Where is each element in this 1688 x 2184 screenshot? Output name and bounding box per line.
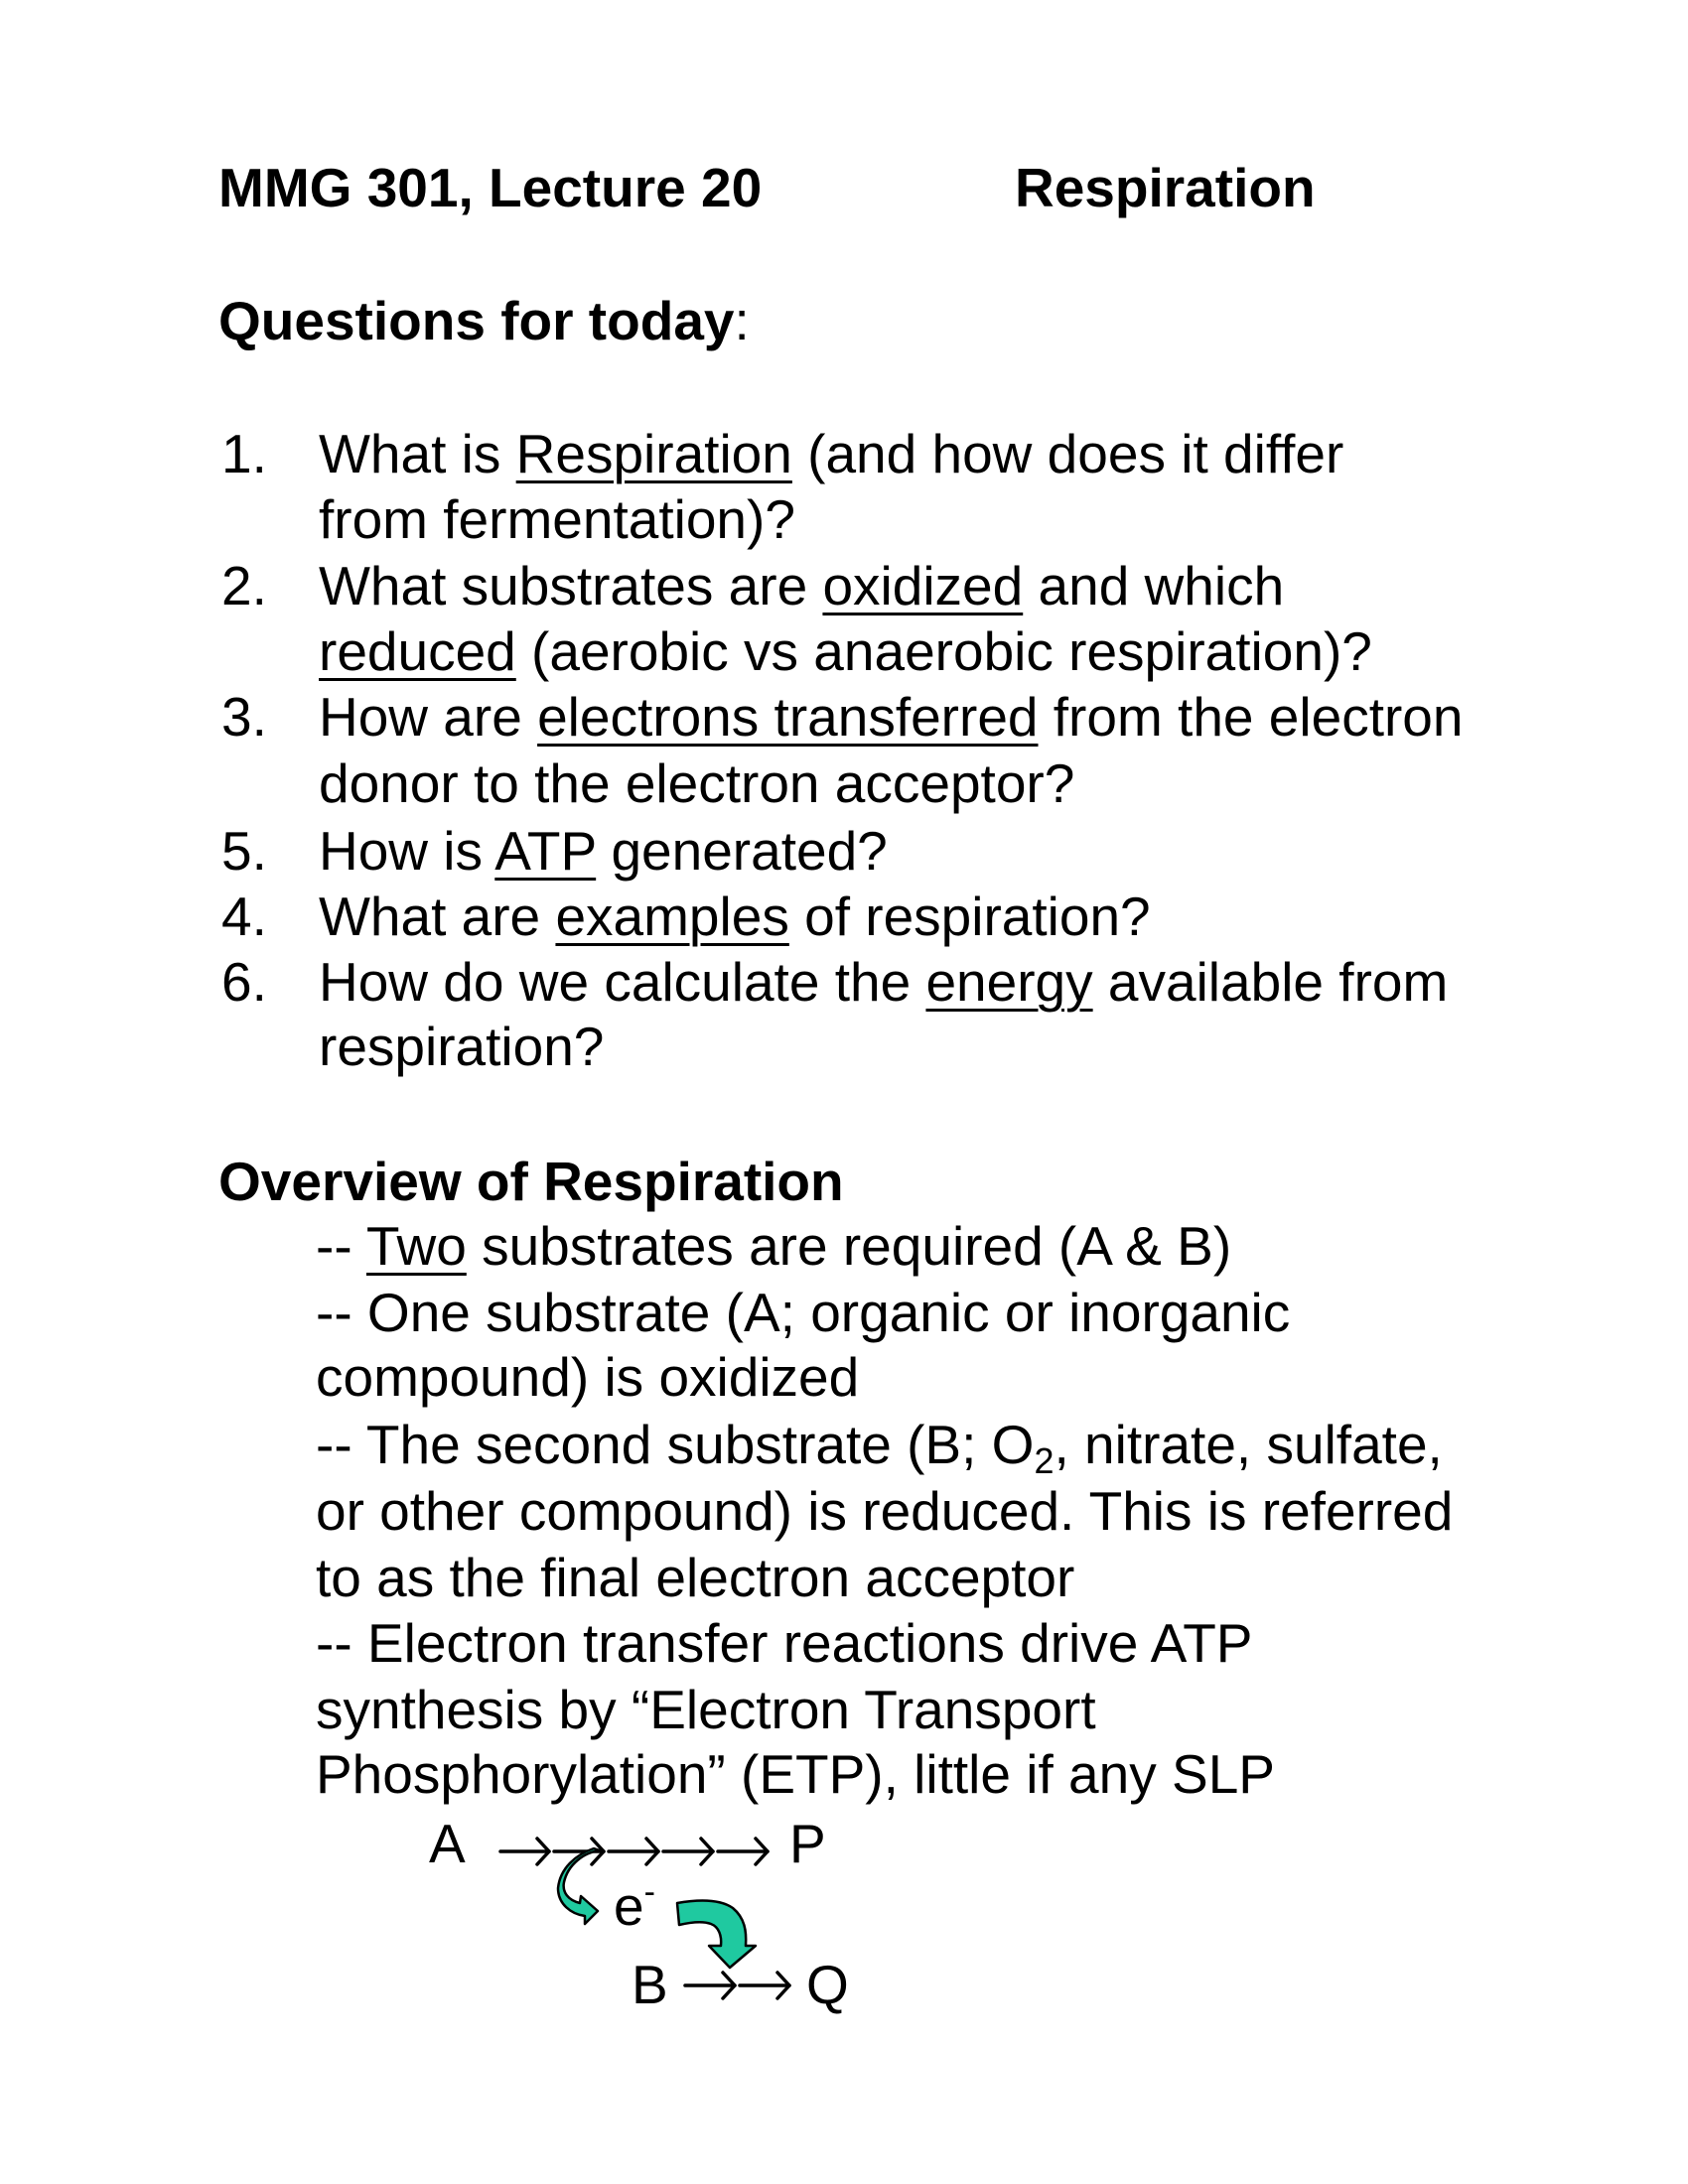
bullet-text: , nitrate, sulfate,	[1054, 1414, 1443, 1475]
bullet-text: substrates are required (A & B)	[466, 1215, 1232, 1277]
underlined-term: reduced	[319, 620, 516, 682]
bullet-dash: --	[316, 1215, 366, 1277]
question-text: How is	[319, 820, 495, 882]
question-text: from the electron	[1038, 686, 1464, 748]
lecture-topic: Respiration	[1015, 157, 1316, 218]
bullet-line: to as the final electron acceptor	[316, 1547, 1075, 1608]
curved-arrow-icon	[677, 1900, 756, 1968]
question-number: 2.	[221, 555, 267, 616]
question-text: What are	[319, 886, 556, 947]
bullet-line: or other compound) is reduced. This is referred	[316, 1480, 1454, 1542]
acceptor-product-label: Q	[806, 1954, 849, 2015]
question-text: (aerobic vs anaerobic respiration)?	[515, 620, 1372, 682]
underlined-term: ATP	[494, 820, 597, 882]
electron-label	[614, 1873, 655, 1937]
question-text: How are	[319, 686, 538, 748]
question-text: from fermentation)?	[319, 488, 795, 550]
question-text: What substrates are	[319, 555, 823, 616]
underlined-term: energy	[925, 951, 1093, 1013]
question-text: donor to the electron acceptor?	[319, 752, 1075, 814]
question-number: 4.	[221, 886, 267, 947]
bullet-line: compound) is oxidized	[316, 1346, 860, 1408]
question-number: 6.	[221, 951, 267, 1013]
question-text: What is	[319, 423, 516, 484]
question-number: 1.	[221, 423, 267, 484]
bullet-text: -- The second substrate (B; O	[316, 1414, 1035, 1475]
acceptor-arrows-icon	[685, 1973, 789, 1998]
question-text: of respiration?	[788, 886, 1151, 947]
questions-heading-label: Questions for today	[218, 290, 735, 351]
bullet-line: Phosphorylation” (ETP), little if any SLP	[316, 1743, 1275, 1805]
question-text: respiration?	[319, 1016, 605, 1077]
overview-heading: Overview of Respiration	[218, 1151, 844, 1212]
donor-label: A	[429, 1813, 466, 1874]
donor-arrows-icon	[500, 1839, 768, 1864]
bullet-line: -- Electron transfer reactions drive ATP	[316, 1612, 1253, 1674]
questions-heading-colon: :	[734, 290, 750, 351]
curved-arrow-icon	[558, 1848, 600, 1924]
underlined-term: oxidized	[822, 555, 1024, 616]
bullet-line: -- One substrate (A; organic or inorganic	[316, 1282, 1291, 1343]
question-text: available from	[1092, 951, 1449, 1013]
course-title: MMG 301, Lecture 20	[218, 157, 763, 218]
question-text: and which	[1023, 555, 1285, 616]
bullet-line: synthesis by “Electron Transport	[316, 1679, 1096, 1740]
electron-charge: -	[643, 1873, 655, 1911]
question-number: 3.	[221, 686, 267, 748]
underlined-term: electrons transferred	[537, 686, 1039, 748]
acceptor-label: B	[632, 1954, 668, 2015]
underlined-term: examples	[555, 886, 789, 947]
electron-symbol: e	[614, 1875, 644, 1937]
subscript: 2	[1034, 1440, 1055, 1481]
question-number: 5.	[221, 820, 267, 882]
question-text: (and how does it differ	[791, 423, 1344, 484]
question-text: How do we calculate the	[319, 951, 926, 1013]
underlined-term: Two	[365, 1215, 467, 1277]
donor-product-label: P	[789, 1813, 826, 1874]
underlined-term: Respiration	[515, 423, 792, 484]
question-text: generated?	[596, 820, 888, 882]
